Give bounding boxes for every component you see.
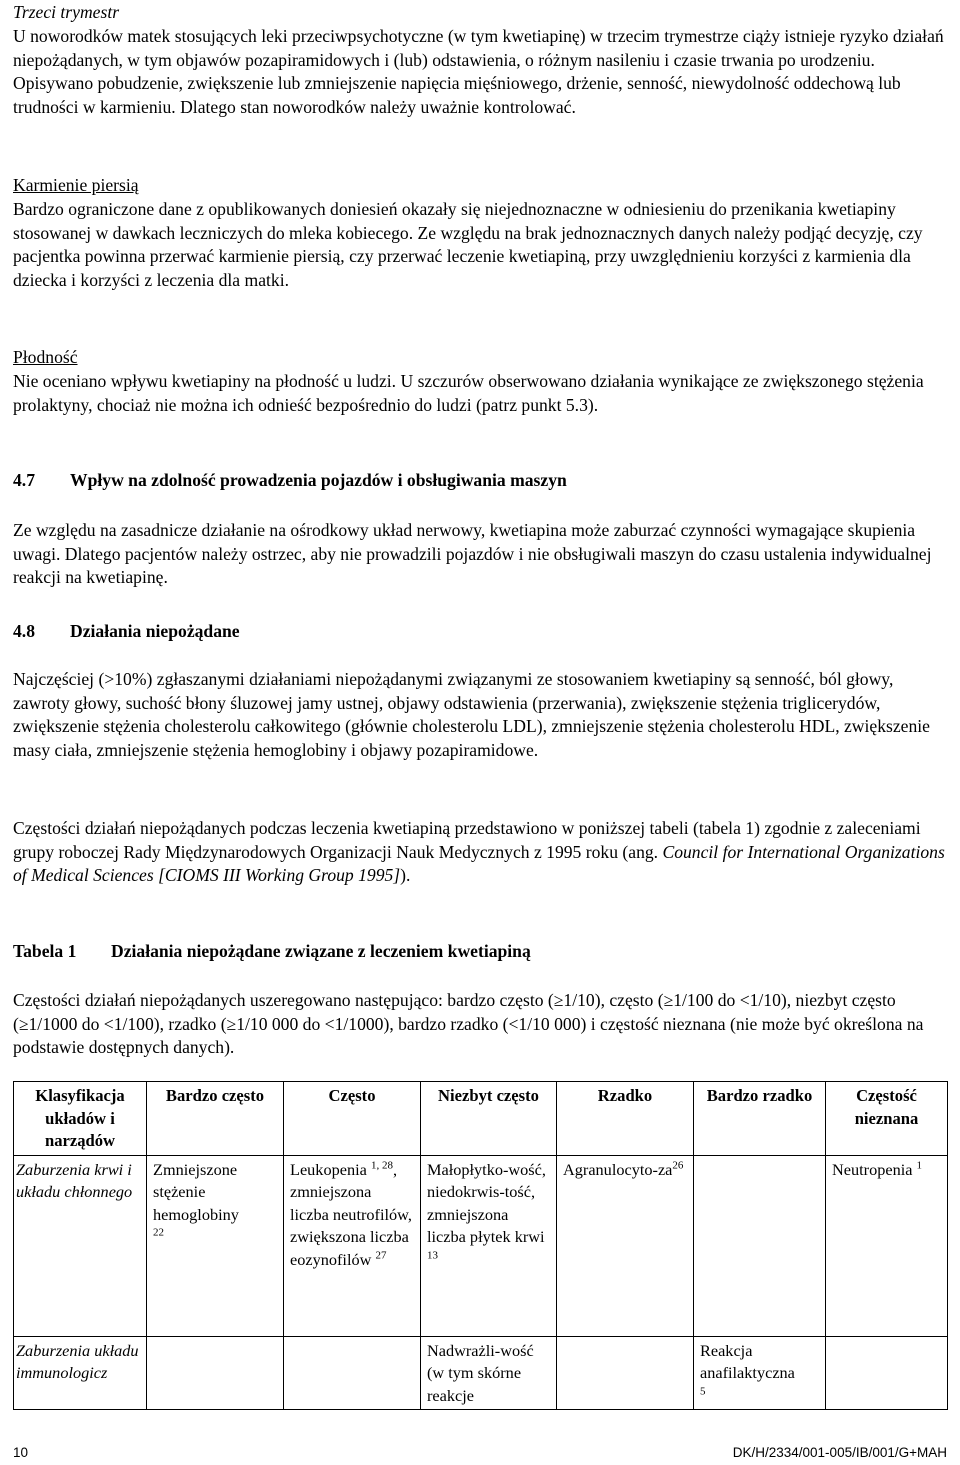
section-4-8-para2: Częstości działań niepożądanych podczas leczenia kwetiapiną przedstawiono w poniższej tabeli (tabela 1) zgodnie z zaleceniami grupy roboczej Rady Międzynarodowych Organizacji Nauk Medycznych z 1995 roku (ang. Council for International Organizations of Medical Sciences [CIOMS III Working Group 1995]).	[13, 818, 945, 885]
rare-cell: Agranulocyto-$za^{26}$	[557, 1155, 694, 1336]
table-1-intro: Częstości działań niepożądanych uszeregowano następująco: bardzo często (≥1/10), często (≥1/100 do <1/10), niezbyt często (≥1/1000 do <1/100), rzadko (≥1/10 000 do <1/1000), bardzo rzadko (<1/10 000) i częstość nieznana (nie może być określona na podstawie dostępnych danych).	[13, 990, 924, 1057]
header-common: Często	[284, 1082, 421, 1156]
third-trimester-text: U noworodków matek stosujących leki przeciwpsychotyczne (w tym kwetiapinę) w trzecim trymestrze ciąży istnieje ryzyko działań niepożądanych, w tym objawów pozapiramidowych i (lub) odstawienia, o różnym nasileniu i czasie trwania po urodzeniu. Opisywano pobudzenie, zwiększenie lub zmniejszenie napięcia mięśniowego, drżenie, senność, niewydolność oddechową lub trudności w karmieniu. Dlatego stan noworodków należy uważnie kontrolować.	[13, 26, 944, 117]
fertility-heading: Płodność	[13, 347, 78, 367]
common-cell	[284, 1336, 421, 1410]
table-1-caption	[13, 940, 531, 964]
header-rare: Rzadko	[557, 1082, 694, 1156]
cioms-reference: Council for International Organizations of Medical Sciences [CIOMS III Working Group 1995]	[13, 841, 945, 885]
table-1-label: Tabela 1	[13, 941, 77, 961]
table-1-title: Działania niepożądane związane z leczeniem kwetiapiną	[111, 941, 531, 961]
unknown-cell	[826, 1336, 948, 1410]
section-4-8-number: 4.8	[13, 621, 35, 641]
adverse-reactions-table	[13, 1081, 948, 1410]
breastfeeding-heading: Karmienie piersią	[13, 175, 139, 195]
organ-class-cell: Zaburzenia układu immunologicz	[14, 1336, 147, 1410]
breastfeeding-text: Bardzo ograniczone dane z opublikowanych doniesień okazały się niejednoznaczne w odniesieniu do przenikania kwetiapiny stosowanej w dawkach leczniczych do mleka kobiecego. Ze względu na brak jednoznacznych danych należy podjąć decyzję, czy pacjentka powinna przerwać karmienie piersią, czy przerwać leczenie kwetiapiną, przy uwzględnieniu korzyści z karmienia dla dziecka i korzyści z leczenia dla matki.	[13, 199, 923, 290]
header-unknown: Częstość nieznana	[826, 1082, 948, 1156]
uncommon-cell: Nadwrażli-wość (w tym skórne reakcje	[421, 1336, 557, 1410]
very-common-cell	[147, 1336, 284, 1410]
table-row	[14, 1155, 948, 1336]
document-id: DK/H/2334/001-005/IB/001/G+MAH	[732, 1445, 947, 1460]
table-row	[14, 1336, 948, 1410]
very-rare-cell: Reakcja anafilaktyczna $^5$	[694, 1336, 826, 1410]
uncommon-cell: Małopłytko-wość, niedokrwis-tość, zmniejszona liczba płytek krwi $^{13}$	[421, 1155, 557, 1336]
section-4-7-heading	[13, 469, 567, 493]
common-cell: Leukopenia $^{1, 28}$, zmniejszona liczba neutrofilów, zwiększona liczba eozynofilów $^{27}$	[284, 1155, 421, 1336]
section-4-7-text: Ze względu na zasadnicze działanie na ośrodkowy układ nerwowy, kwetiapina może zaburzać czynności wymagające skupienia uwagi. Dlatego pacjentów należy ostrzec, aby nie prowadzili pojazdów i nie obsługiwali maszyn do czasu ustalenia indywidualnej reakcji na kwetiapinę.	[13, 520, 932, 587]
rare-cell	[557, 1336, 694, 1410]
organ-class-cell: Zaburzenia krwi i układu chłonnego	[14, 1155, 147, 1336]
section-4-8-para1: Najczęściej (>10%) zgłaszanymi działaniami niepożądanymi związanymi ze stosowaniem kwetiapiny są senność, ból głowy, zawroty głowy, suchość błony śluzowej jamy ustnej, objawy odstawienia (przerwania), zwiększenie stężenia triglicerydów, zwiększenie stężenia cholesterolu całkowitego (głównie cholesterolu LDL), zmniejszenie stężenia cholesterolu HDL, zwiększenie masy ciała, zmniejszenie stężenia hemoglobiny i objawy pozapiramidowe.	[13, 669, 930, 760]
page-footer	[13, 1441, 947, 1465]
fertility-text: Nie oceniano wpływu kwetiapiny na płodność u ludzi. U szczurów obserwowano działania wynikające ze zwiększonego stężenia prolaktyny, chociaż nie można ich odnieść bezpośrednio do ludzi (patrz punkt 5.3).	[13, 371, 924, 415]
page-number: 10	[13, 1445, 29, 1460]
very-common-cell: Zmniejszone stężenie hemoglobiny $^{22}$	[147, 1155, 284, 1336]
header-class: Klasyfikacja układów i narządów	[14, 1082, 147, 1156]
section-4-8-heading	[13, 620, 240, 644]
header-uncommon: Niezbyt często	[421, 1082, 557, 1156]
header-very-rare: Bardzo rzadko	[694, 1082, 826, 1156]
header-very-common: Bardzo często	[147, 1082, 284, 1156]
table-header-row	[14, 1082, 948, 1156]
unknown-cell: Neutropenia $^1$	[826, 1155, 948, 1336]
section-4-7-title: Wpływ na zdolność prowadzenia pojazdów i obsługiwania maszyn	[70, 470, 567, 490]
very-rare-cell	[694, 1155, 826, 1336]
section-4-7-number: 4.7	[13, 470, 35, 490]
section-4-8-title: Działania niepożądane	[70, 621, 240, 641]
third-trimester-heading: Trzeci trymestr	[13, 2, 120, 22]
